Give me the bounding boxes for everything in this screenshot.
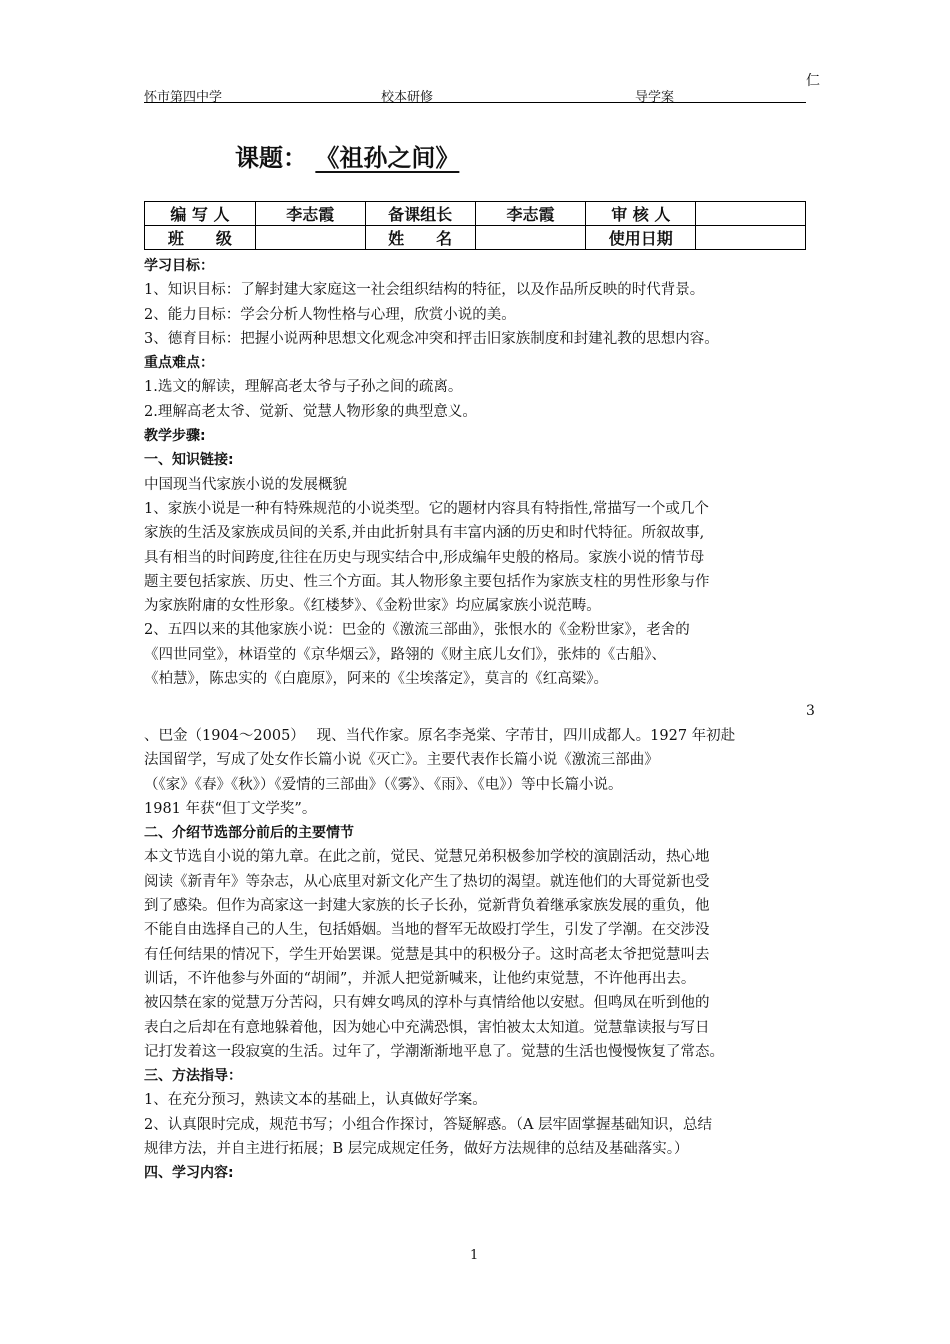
- text-line: 2.理解高老太爷、觉新、觉慧人物形象的典型意义。: [144, 403, 477, 420]
- date-value: [696, 226, 806, 250]
- header-rule: [144, 102, 806, 103]
- author-label: 编 写 人: [145, 202, 256, 226]
- text-line: 中国现当代家族小说的发展概貌: [144, 476, 347, 493]
- text-line: 阅读《新青年》等杂志，从心底里对新文化产生了热切的渴望。就连他们的大哥觉新也受: [144, 873, 710, 890]
- group-leader-value: 李志霞: [475, 202, 586, 226]
- text-line: 不能自由选择自己的人生，包括婚姻。当地的督军无故殴打学生，引发了学潮。在交涉没: [144, 922, 710, 939]
- date-label: 使用日期: [586, 226, 696, 250]
- info-row: [145, 226, 806, 250]
- text-line: 1、家族小说是一种有特殊规范的小说类型。它的题材内容具有特指性,常描写一个或几个: [144, 500, 709, 517]
- text-line: 到了感染。但作为高家这一封建大家族的长子长孙，觉新背负着继承家族发展的重负，他: [144, 898, 710, 915]
- section-heading: 学习目标：: [144, 258, 214, 274]
- text-line: 具有相当的时间跨度,往往在历史与现实结合中,形成编年史般的格局。家族小说的情节母: [144, 549, 705, 566]
- section-heading: 一、知识链接:: [144, 452, 234, 469]
- info-table: [144, 201, 806, 250]
- section-heading: 重点难点：: [144, 355, 214, 372]
- text-line: 2、五四以来的其他家族小说：巴金的《激流三部曲》，张恨水的《金粉世家》，老舍的: [144, 622, 690, 639]
- text-line: 1981 年获“但丁文学奖”。: [144, 800, 317, 817]
- text-line: 有任何结果的情况下，学生开始罢课。觉慧是其中的积极分子。这时高老太爷把觉慧叫去: [144, 946, 710, 963]
- side-number: 3: [806, 703, 815, 719]
- class-value: [255, 226, 365, 250]
- text-line: 1、知识目标：了解封建大家庭这一社会组织结构的特征，以及作品所反映的时代背景。: [144, 282, 705, 299]
- header-school: 怀市第四中学: [144, 90, 223, 105]
- author-value: 李志霞: [255, 202, 365, 226]
- text-line: 2、能力目标：学会分析人物性格与心理，欣赏小说的美。: [144, 306, 516, 323]
- text-line: 训话，不许他参与外面的“胡闹”，并派人把觉新喊来，让他约束觉慧，不许他再出去。: [144, 970, 696, 987]
- body-section-b: [144, 724, 814, 1186]
- text-line: 表白之后却在有意地躲着他，因为她心中充满恐惧，害怕被太太知道。觉慧靠读报与写日: [144, 1019, 710, 1036]
- text-line: 被囚禁在家的觉慧万分苦闷，只有婢女鸣凤的淳朴与真情给他以安慰。但鸣凤在听到他的: [144, 995, 710, 1012]
- title-name: 《祖孙之间》: [315, 144, 460, 172]
- text-line: 2、认真限时完成，规范书写；小组合作探讨，答疑解惑。（A 层牢固掌握基础知识，总结: [144, 1116, 713, 1133]
- text-line: （《家》《春》《秋》）《爱情的三部曲》（《雾》、《雨》、《电》）等中长篇小说。: [144, 776, 623, 793]
- text-line: 记打发着这一段寂寞的生活。过年了，学潮渐渐地平息了。觉慧的生活也慢慢恢复了常态。: [144, 1043, 724, 1060]
- header-category: 校本研修: [381, 90, 434, 105]
- section-heading: 三、方法指导：: [144, 1068, 242, 1085]
- text-line: 3、德育目标：把握小说两种思想文化观念冲突和抨击旧家族制度和封建礼教的思想内容。: [144, 330, 719, 347]
- text-line: 法国留学，写成了处女作长篇小说《灭亡》。主要代表作长篇小说《激流三部曲》: [144, 752, 659, 769]
- text-line: 为家族附庸的女性形象。《红楼梦》、《金粉世家》均应属家族小说范畴。: [144, 598, 601, 615]
- name-value: [475, 226, 586, 250]
- title-prefix: 课题：: [235, 144, 307, 172]
- info-row: [145, 202, 806, 226]
- section-heading: 四、学习内容:: [144, 1165, 234, 1182]
- group-leader-label: 备课组长: [365, 202, 475, 226]
- page-title: [235, 138, 459, 173]
- text-line: 1、在充分预习，熟读文本的基础上，认真做好学案。: [144, 1092, 487, 1109]
- reviewer-value: [696, 202, 806, 226]
- text-line: 1.选文的解读，理解高老太爷与子孙之间的疏离。: [144, 379, 463, 396]
- page-number: 1: [470, 1248, 479, 1263]
- text-line: 、巴金（1904～2005） 现、当代作家。原名李尧棠、字芾甘，四川成都人。1927 年初赴: [144, 728, 736, 744]
- body-section-a: [144, 254, 814, 691]
- header-type: 导学案: [635, 90, 675, 105]
- section-heading: 教学步骤:: [144, 428, 206, 445]
- text-line: 家族的生活及家族成员间的关系,并由此折射具有丰富内涵的历史和时代特征。所叙故事,: [144, 525, 705, 542]
- reviewer-label: 审 核 人: [586, 202, 696, 226]
- text-line: 题主要包括家族、历史、性三个方面。其人物形象主要包括作为家族支柱的男性形象与作: [144, 573, 710, 590]
- text-line: 《柏慧》，陈忠实的《白鹿原》，阿来的《尘埃落定》，莫言的《红高粱》。: [144, 671, 608, 688]
- header-corner-mark: 仁: [806, 73, 820, 89]
- text-line: 本文节选自小说的第九章。在此之前，觉民、觉慧兄弟积极参加学校的演剧活动，热心地: [144, 849, 710, 866]
- text-line: 规律方法，并自主进行拓展；B 层完成规定任务，做好方法规律的总结及基础落实。）: [144, 1141, 689, 1158]
- text-line: 《四世同堂》，林语堂的《京华烟云》，路翎的《财主底儿女们》，张炜的《古船》、: [144, 646, 666, 663]
- class-label: 班 级: [145, 226, 256, 250]
- section-heading: 二、介绍节选部分前后的主要情节: [144, 825, 354, 842]
- name-label: 姓 名: [365, 226, 475, 250]
